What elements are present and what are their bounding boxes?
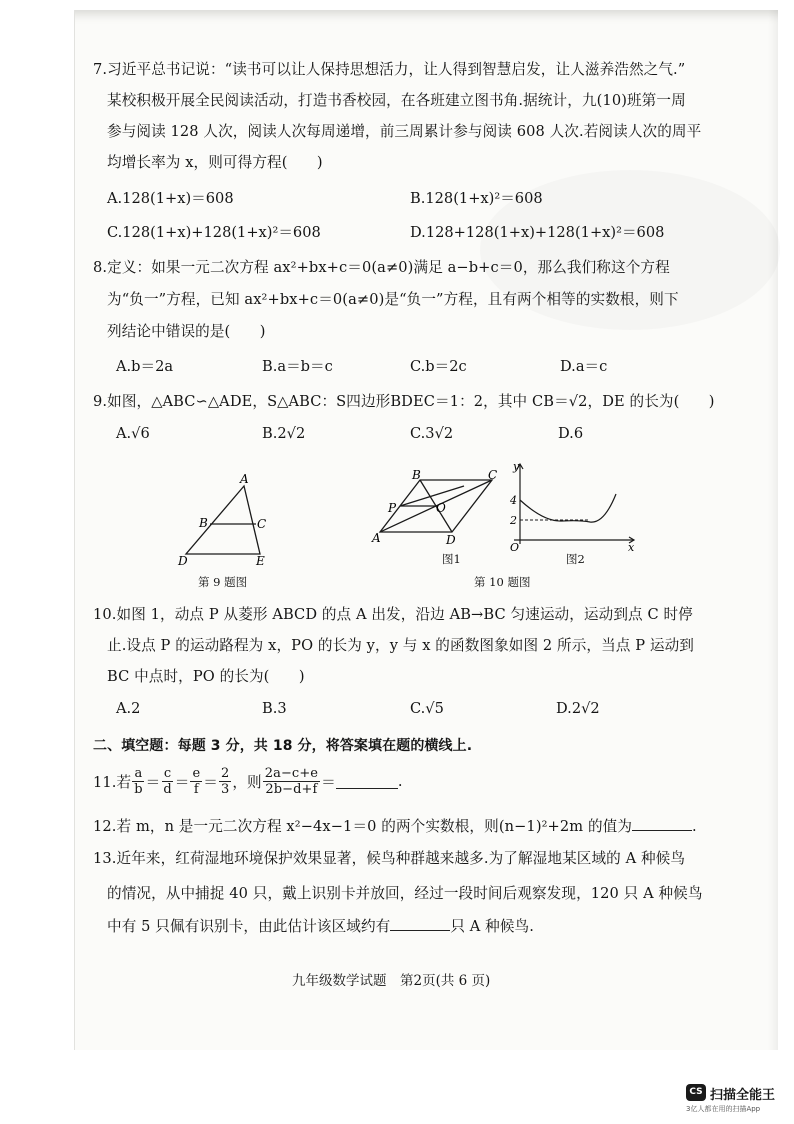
q11-eq-2: ＝	[174, 773, 190, 791]
q13-line3-a: 中有 5 只佩有识别卡，由此估计该区域约有	[107, 918, 391, 935]
fig9-label-b: B	[199, 516, 208, 530]
q11-f5-num: 2a−c+e	[264, 765, 319, 781]
q9-option-a: A.√6	[116, 425, 150, 442]
fig10-label-b: B	[412, 468, 421, 482]
q11-prefix: 11.若	[93, 773, 132, 791]
q11-f3-num: e	[192, 765, 201, 781]
q7-option-d: D.128+128(1+x)+128(1+x)²＝608	[410, 224, 665, 241]
q7-line2: 某校积极开展全民阅读活动，打造书香校园，在各班建立图书角.据统计，九(10)班第一周	[107, 92, 686, 109]
q10-line1: 10.如图 1，动点 P 从菱形 ABCD 的点 A 出发，沿边 AB→BC 匀速运动，运动到点 C 时停	[93, 606, 693, 623]
q8-option-d: D.a＝c	[560, 358, 608, 375]
q11-frac-c-d	[161, 766, 173, 797]
q9-option-c: C.3√2	[410, 425, 454, 442]
q8-option-c: C.b＝2c	[410, 358, 467, 375]
q10-option-c: C.√5	[410, 700, 444, 717]
q12-text: 12.若 m，n 是一元二次方程 x²−4x−1＝0 的两个实数根，则(n−1)²+2m 的值为	[93, 818, 633, 835]
fig9-label-a: A	[240, 472, 249, 486]
q10-line3: BC 中点时，PO 的长为( )	[107, 668, 305, 685]
fig10-label-a: A	[372, 531, 381, 545]
q11-frac-expression	[263, 766, 320, 797]
q11-f2-den: d	[163, 781, 172, 797]
q11-f5-den: 2b−d+f	[265, 781, 318, 797]
q8-option-b: B.a＝b＝c	[262, 358, 333, 375]
q10-option-d: D.2√2	[556, 700, 600, 717]
q11-f3-den: f	[193, 781, 199, 797]
q7-line4: 均增长率为 x，则可得方程( )	[107, 154, 323, 171]
q10-option-b: B.3	[262, 700, 287, 717]
camscanner-tagline: 3亿人都在用的扫描App	[686, 1105, 761, 1113]
q11-frac-a-b	[132, 766, 144, 797]
camscanner-logo: CS	[686, 1084, 706, 1101]
figure-10-graph	[504, 460, 640, 552]
q11-end: .	[397, 772, 403, 790]
q11-f1-num: a	[134, 765, 143, 781]
camscanner-brand: 扫描全能王	[710, 1088, 776, 1103]
q7-line3: 参与阅读 128 人次，阅读人次每周递增，前三周累计参与阅读 608 人次.若阅读人次的周平	[107, 123, 702, 140]
graph-label-o: O	[510, 541, 520, 554]
figure-10-rhombus	[370, 468, 502, 550]
fig9-label-e: E	[256, 554, 265, 568]
q11-frac-e-f	[190, 766, 202, 797]
q11-eq-1: ＝	[145, 773, 161, 791]
q10-option-a: A.2	[116, 700, 141, 717]
fig10-label-c: C	[488, 468, 498, 482]
graph-label-x: x	[628, 541, 635, 554]
q10-line2: 止.设点 P 的运动路程为 x，PO 的长为 y，y 与 x 的函数图象如图 2 所示，当点 P 运动到	[107, 637, 694, 654]
graph-label-4: 4	[510, 494, 517, 507]
q11-f1-den: b	[134, 781, 143, 797]
fig10-caption: 第 10 题图	[474, 575, 531, 589]
fig10-label-p: P	[388, 501, 397, 515]
q9-line1: 9.如图，△ABC∽△ADE，S△ABC：S四边形BDEC＝1：2，其中 CB＝√2，DE 的长为( )	[93, 393, 715, 410]
fig10-2-caption: 图2	[566, 552, 585, 566]
q9-option-d: D.6	[558, 425, 584, 442]
q7-option-c: C.128(1+x)+128(1+x)²＝608	[107, 224, 321, 241]
fig9-label-c: C	[257, 517, 267, 531]
graph-label-2: 2	[510, 514, 517, 527]
q7-line1: 7.习近平总书记说：“读书可以让人保持思想活力，让人得到智慧启发，让人滋养浩然之气.”	[93, 61, 686, 78]
q12-line	[93, 815, 697, 836]
q13-line1: 13.近年来，红荷湿地环境保护效果显著，候鸟种群越来越多.为了解湿地某区域的 A 种候鸟	[93, 850, 686, 867]
q11-eq-3: ＝	[203, 773, 218, 791]
q11-f4-den: 3	[220, 781, 230, 797]
q13-line2: 的情况，从中捕捉 40 只，戴上识别卡并放回，经过一段时间后观察发现，120 只 A 种候鸟	[107, 885, 703, 902]
q13-line3-b: 只 A 种候鸟.	[450, 918, 534, 935]
graph-label-y: y	[513, 460, 520, 473]
q11-line	[93, 764, 403, 798]
q7-option-a: A.128(1+x)＝608	[107, 190, 234, 207]
fig9-caption: 第 9 题图	[198, 575, 248, 589]
q11-f4-num: 2	[220, 765, 230, 781]
q11-eq-4: ＝	[321, 773, 336, 791]
q11-f2-num: c	[163, 765, 172, 781]
q11-answer-blank[interactable]	[336, 774, 398, 789]
figure-9-triangle	[170, 470, 280, 572]
q13-answer-blank[interactable]	[390, 916, 450, 931]
fig10-1-caption: 图1	[442, 552, 461, 566]
q9-option-b: B.2√2	[262, 425, 306, 442]
q12-answer-blank[interactable]	[632, 816, 692, 831]
q8-line1: 8.定义：如果一元二次方程 ax²+bx+c＝0(a≠0)满足 a−b+c＝0，那么我们称这个方程	[93, 259, 670, 276]
q12-end: .	[692, 818, 697, 835]
q8-option-a: A.b＝2a	[116, 358, 174, 375]
q7-option-b: B.128(1+x)²＝608	[410, 190, 543, 207]
q13-line3	[107, 915, 534, 936]
q8-line2: 为“负一”方程，已知 ax²+bx+c＝0(a≠0)是“负一”方程，且有两个相等的实数根，则下	[107, 291, 679, 308]
q11-frac-2-3	[219, 766, 231, 797]
section-fill-in-heading: 二、填空题：每题 3 分，共 18 分，将答案填在题的横线上.	[93, 738, 473, 754]
page-footer: 九年级数学试题 第2页(共 6 页)	[292, 973, 491, 989]
q11-then: ，则	[232, 773, 262, 791]
fig10-label-o: O	[436, 501, 446, 515]
fig9-label-d: D	[178, 554, 188, 568]
fig10-label-d: D	[446, 533, 456, 547]
q8-line3: 列结论中错误的是( )	[107, 323, 266, 340]
